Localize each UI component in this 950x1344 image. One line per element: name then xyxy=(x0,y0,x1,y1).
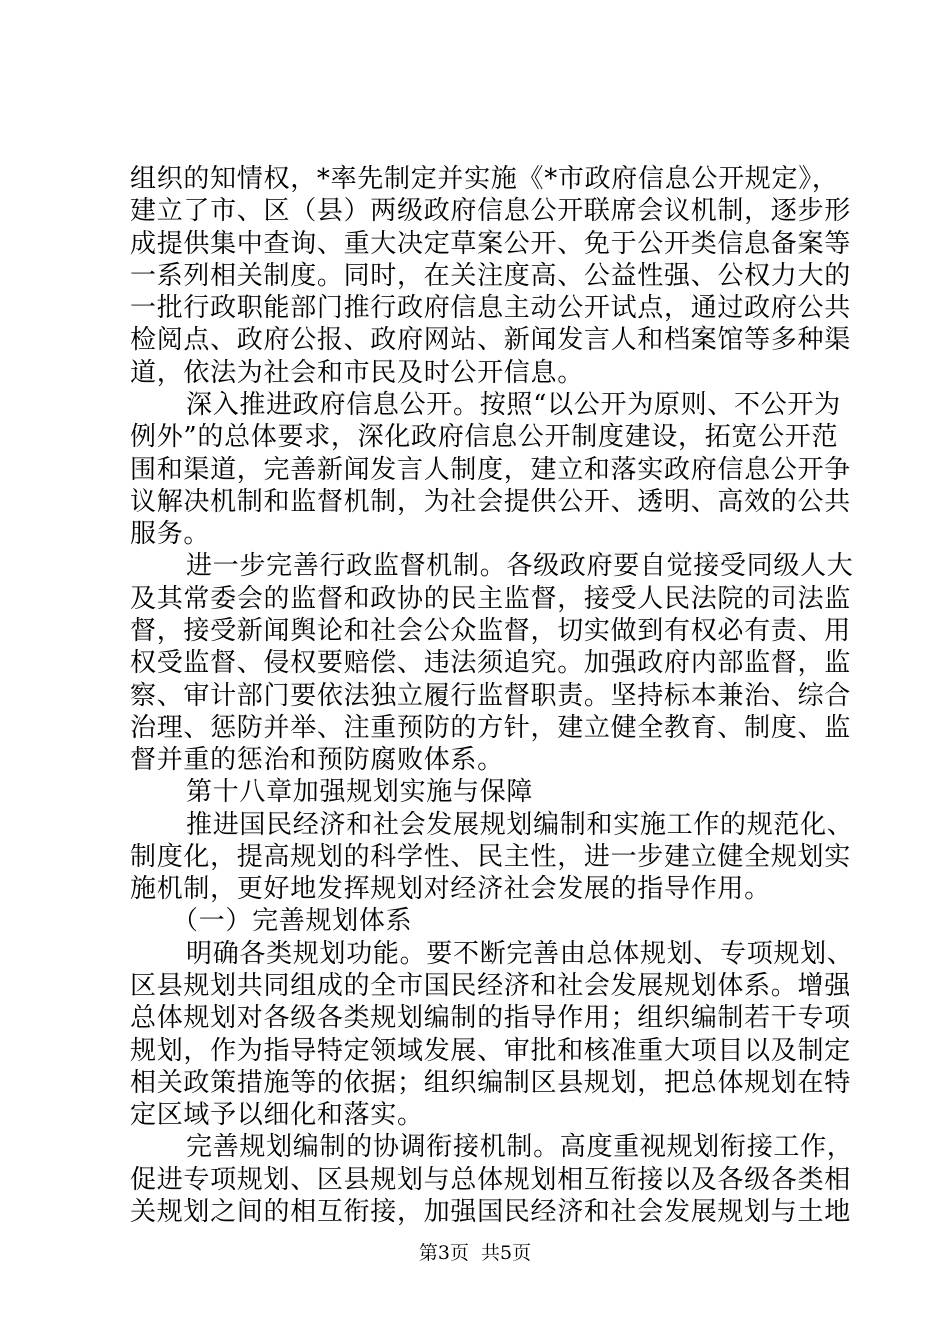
text-line: 区县规划共同组成的全市国民经济和社会发展规划体系。增强 xyxy=(130,971,851,1001)
paragraph-first-line: 深入推进政府信息公开。按照“以公开为原则、不公开为 xyxy=(186,390,841,420)
text-line: 关规划之间的相互衔接，加强国民经济和社会发展规划与土地 xyxy=(130,1197,851,1227)
text-line: 权受监督、侵权要赔偿、违法须追究。加强政府内部监督，监 xyxy=(130,648,851,678)
text-line: 相关政策措施等的依据；组织编制区县规划，把总体规划在特 xyxy=(130,1068,851,1098)
text-line: 例外”的总体要求，深化政府信息公开制度建设，拓宽公开范 xyxy=(130,422,839,452)
paragraph-first-line: 推进国民经济和社会发展规划编制和实施工作的规范化、 xyxy=(186,810,854,840)
text-line: 议解决机制和监督机制，为社会提供公开、透明、高效的公共 xyxy=(130,487,851,517)
text-line: 督，接受新闻舆论和社会公众监督，切实做到有权必有责、用 xyxy=(130,616,851,646)
page-number: 第3页 xyxy=(418,1242,469,1264)
text-line: 及其常委会的监督和政协的民主监督，接受人民法院的司法监 xyxy=(130,584,851,614)
text-line: 总体规划对各级各类规划编制的指导作用；组织编制若干专项 xyxy=(130,1003,851,1033)
text-line: 察、审计部门要依法独立履行监督职责。坚持标本兼治、综合 xyxy=(130,681,851,711)
chapter-heading: 第十八章加强规划实施与保障 xyxy=(186,777,534,807)
text-line: 服务。 xyxy=(130,519,211,549)
text-line: 施机制，更好地发挥规划对经济社会发展的指导作用。 xyxy=(130,874,771,904)
text-line: 成提供集中查询、重大决定草案公开、免于公开类信息备案等 xyxy=(130,229,851,259)
paragraph-first-line: 完善规划编制的协调衔接机制。高度重视规划衔接工作， xyxy=(186,1132,854,1162)
text-line: 围和渠道，完善新闻发言人制度，建立和落实政府信息公开争 xyxy=(130,455,851,485)
page-total: 共5页 xyxy=(481,1242,532,1264)
paragraph-first-line: 明确各类规划功能。要不断完善由总体规划、专项规划、 xyxy=(186,939,854,969)
text-line: 一批行政职能部门推行政府信息主动公开试点，通过政府公共 xyxy=(130,293,851,323)
text-line: 定区域予以细化和落实。 xyxy=(130,1100,424,1130)
section-heading: （一）完善规划体系 xyxy=(172,906,413,936)
text-line: 道，依法为社会和市民及时公开信息。 xyxy=(130,358,584,388)
text-line: 一系列相关制度。同时，在关注度高、公益性强、公权力大的 xyxy=(130,261,851,291)
text-line: 促进专项规划、区县规划与总体规划相互衔接以及各级各类相 xyxy=(130,1165,851,1195)
text-line: 组织的知情权，*率先制定并实施《*市政府信息公开规定》， xyxy=(130,164,839,194)
text-line: 治理、惩防并举、注重预防的方针，建立健全教育、制度、监 xyxy=(130,713,851,743)
text-line: 制度化，提高规划的科学性、民主性，进一步建立健全规划实 xyxy=(130,842,851,872)
text-line: 督并重的惩治和预防腐败体系。 xyxy=(130,745,504,775)
text-line: 建立了市、区（县）两级政府信息公开联席会议机制，逐步形 xyxy=(130,196,851,226)
page-footer xyxy=(0,1240,950,1266)
text-line: 检阅点、政府公报、政府网站、新闻发言人和档案馆等多种渠 xyxy=(130,325,851,355)
text-line: 规划，作为指导特定领域发展、审批和核准重大项目以及制定 xyxy=(130,1036,851,1066)
paragraph-first-line: 进一步完善行政监督机制。各级政府要自觉接受同级人大 xyxy=(186,551,854,581)
